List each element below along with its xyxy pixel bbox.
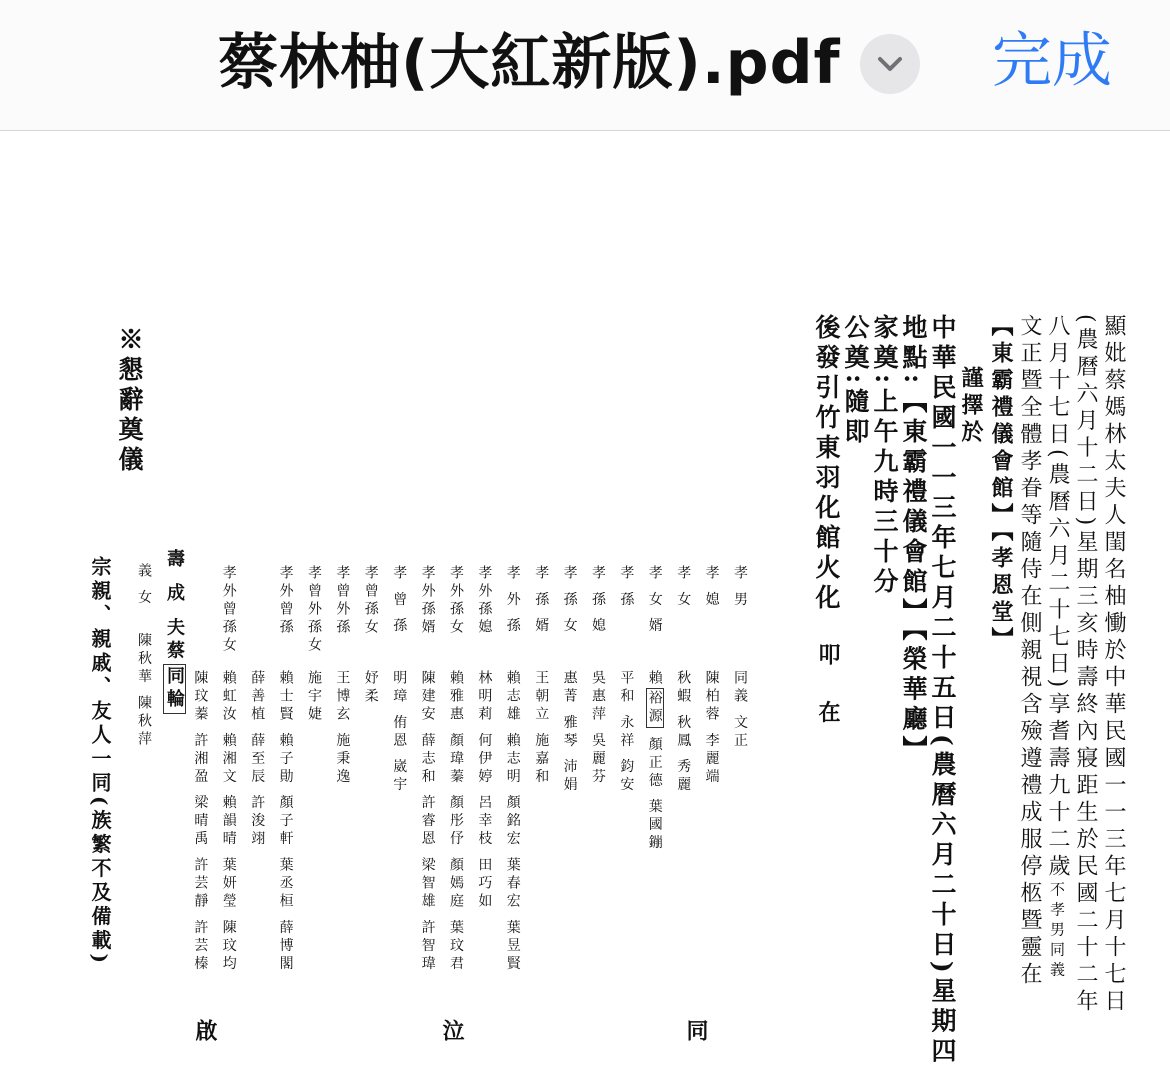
notice-line-6: 謹擇於: [958, 366, 984, 447]
mourner-column: [674, 565, 692, 795]
mourner-names: 陳建安 薛志和 許睿恩 梁智雄 許智瑋: [419, 670, 436, 974]
mourner-column: [191, 565, 209, 974]
mourner-column: [646, 565, 664, 853]
mourner-name-boxed: 裕源: [646, 690, 663, 726]
mourner-relation: 孝 孫 婿: [533, 565, 550, 636]
mourner-column: [731, 565, 749, 750]
mourner-relation: 孝外孫婿: [419, 565, 436, 637]
mourner-names: 陳柏蓉 李麗端: [703, 670, 720, 787]
mourner-names: 施宇婕: [306, 670, 322, 724]
mourner-names: 同義 文正: [732, 670, 748, 751]
mourner-names: 平和 永祥 鈞安: [618, 670, 635, 795]
mourner-relation: 孝 外 孫: [504, 565, 521, 636]
closing-qi-open: 啟: [192, 1019, 218, 1041]
notice-line-1: 顯妣蔡媽林太夫人閨名柚慟於中華民國一一三年七月十七日: [1101, 314, 1126, 1016]
top-bar: [0, 0, 1170, 131]
spouse-column: [163, 549, 185, 714]
mourner-column: [589, 565, 607, 786]
mourner-names: 林明莉 何伊婷 呂幸枝 田巧如: [476, 670, 493, 912]
mourner-relation: 孝曾孫女: [362, 565, 379, 637]
mourner-column: [390, 565, 408, 795]
relatives-footer: 宗親、親戚、友人一同(族繁不及備載): [88, 556, 112, 967]
mourner-names: 王博玄 施秉逸: [334, 670, 351, 787]
mourner-relation: 孝外孫女: [448, 565, 464, 637]
mourner-relation: 孝 女 婿: [646, 565, 663, 636]
notice-line-3b: 不孝男同義: [1048, 881, 1066, 982]
mourner-names: 惠菁 雅琴 沛娟: [561, 670, 578, 795]
mourner-names: 賴虹汝 賴湘文 賴韻晴 葉妍瑩 陳玟均: [220, 670, 237, 974]
spouse-name-pre: 蔡: [164, 640, 185, 664]
mourner-column: [362, 565, 380, 706]
mourner-names: 秋蝦 秋鳳 秀麗: [675, 670, 692, 795]
mourner-names: 吳惠萍 吳麗芬: [590, 670, 606, 787]
mourner-column: [617, 565, 635, 795]
notice-line-10: 公奠:隨即: [841, 314, 870, 449]
mourner-column: [333, 565, 351, 786]
mourner-names: 陳玟蓁 許湘盈 梁晴禹 許芸靜 許芸榛: [192, 670, 209, 974]
mourner-relation: 孝 女: [675, 565, 692, 610]
mourner-names: 妤柔: [362, 670, 379, 706]
document-title: 蔡林柚(大紅新版).pdf: [218, 28, 841, 98]
adopted-rel: 義 女: [136, 563, 152, 608]
closing-qi: 泣: [439, 1019, 465, 1041]
mourner-column: [504, 565, 522, 974]
mourner-relation: 孝 媳: [703, 565, 720, 610]
notice-line-9: 家奠:上午九時三十分: [870, 314, 899, 599]
mourner-relation: 孝曾外孫女: [306, 565, 322, 655]
mourner-name-post: 顏正德 葉國鏰: [646, 728, 663, 853]
mourner-column: [419, 565, 437, 974]
decline-gifts-title: ※懇辭奠儀: [115, 326, 144, 476]
mourner-column: [277, 565, 295, 974]
mourner-column: [447, 565, 465, 974]
mourner-relation: 孝曾外孫: [334, 565, 351, 637]
notice-line-7: 中華民國一一三年七月二十五日(農曆六月二十日)星期四: [928, 314, 957, 1068]
spouse-name-boxed: 同輪: [164, 665, 185, 712]
notice-line-5: 【東霸禮儀會館】【孝恩堂】: [988, 314, 1014, 654]
mourner-relation: 孝 男: [732, 565, 748, 610]
mourner-column: [561, 565, 579, 795]
chevron-down-icon: [876, 52, 904, 76]
mourner-relation: 孝 孫: [618, 565, 635, 610]
mourner-column: [532, 565, 550, 786]
mourner-relation: 孝外曾孫女: [220, 565, 237, 655]
mourner-relation: 孝 孫 媳: [590, 565, 606, 636]
notice-line-3: [1044, 314, 1070, 981]
mourner-names: 賴雅惠 顏瑋蓁 顏彤伃 顏嫣庭 葉玟君: [448, 670, 464, 974]
adopted-names: 陳秋華 陳秋萍: [136, 632, 152, 750]
mourner-names: 王朝立 施嘉和: [533, 670, 550, 787]
mourner-relation: 孝外孫媳: [476, 565, 493, 637]
mourner-relation: 孝 曾 孫: [391, 565, 408, 636]
done-button[interactable]: 完成: [992, 26, 1112, 96]
pdf-page: [0, 131, 1170, 1089]
mourner-names: 賴士賢 賴子勛 顏子軒 葉丞桓 薛博閣: [277, 670, 294, 974]
mourner-name-pre: 賴: [646, 670, 663, 688]
mourner-names: 薛善植 薛至辰 許浚翊: [249, 670, 266, 849]
mourner-column: [305, 565, 323, 724]
notice-line-2: (農曆六月十二日)星期三亥時壽終內寢距生於民國二十二年: [1073, 314, 1098, 1017]
mourner-names: 賴志雄 賴志明 顏銘宏 葉春宏 葉昱賢: [504, 670, 521, 974]
notice-line-11: 後發引竹東羽化館火化: [812, 314, 841, 614]
mourner-relation: 孝 孫 女: [561, 565, 578, 636]
title-menu-button[interactable]: [860, 34, 920, 94]
mourner-names: 明璋 侑恩 崴宇: [391, 670, 408, 795]
closing-tong: 同: [683, 1019, 709, 1041]
mourner-relation: 孝外曾孫: [277, 565, 294, 637]
mourner-column: [475, 565, 493, 911]
spouse-title: 壽 成 夫: [164, 549, 185, 641]
notice-line-8: 地點:【東霸禮儀會館】【榮華廳】: [899, 314, 928, 766]
notice-line-3a: 八月十七日(農曆六月二十七日)享耆壽九十二歲: [1045, 314, 1070, 882]
mourner-column: [703, 565, 721, 786]
mourner-column: [248, 565, 266, 849]
notice-closing: 叩 在: [815, 643, 841, 737]
notice-line-4: 文正暨全體孝眷等隨侍在側親視含殮遵禮成服停柩暨靈在: [1017, 314, 1042, 989]
adopted-daughter-column: [135, 563, 153, 749]
mourner-column: [220, 565, 238, 974]
